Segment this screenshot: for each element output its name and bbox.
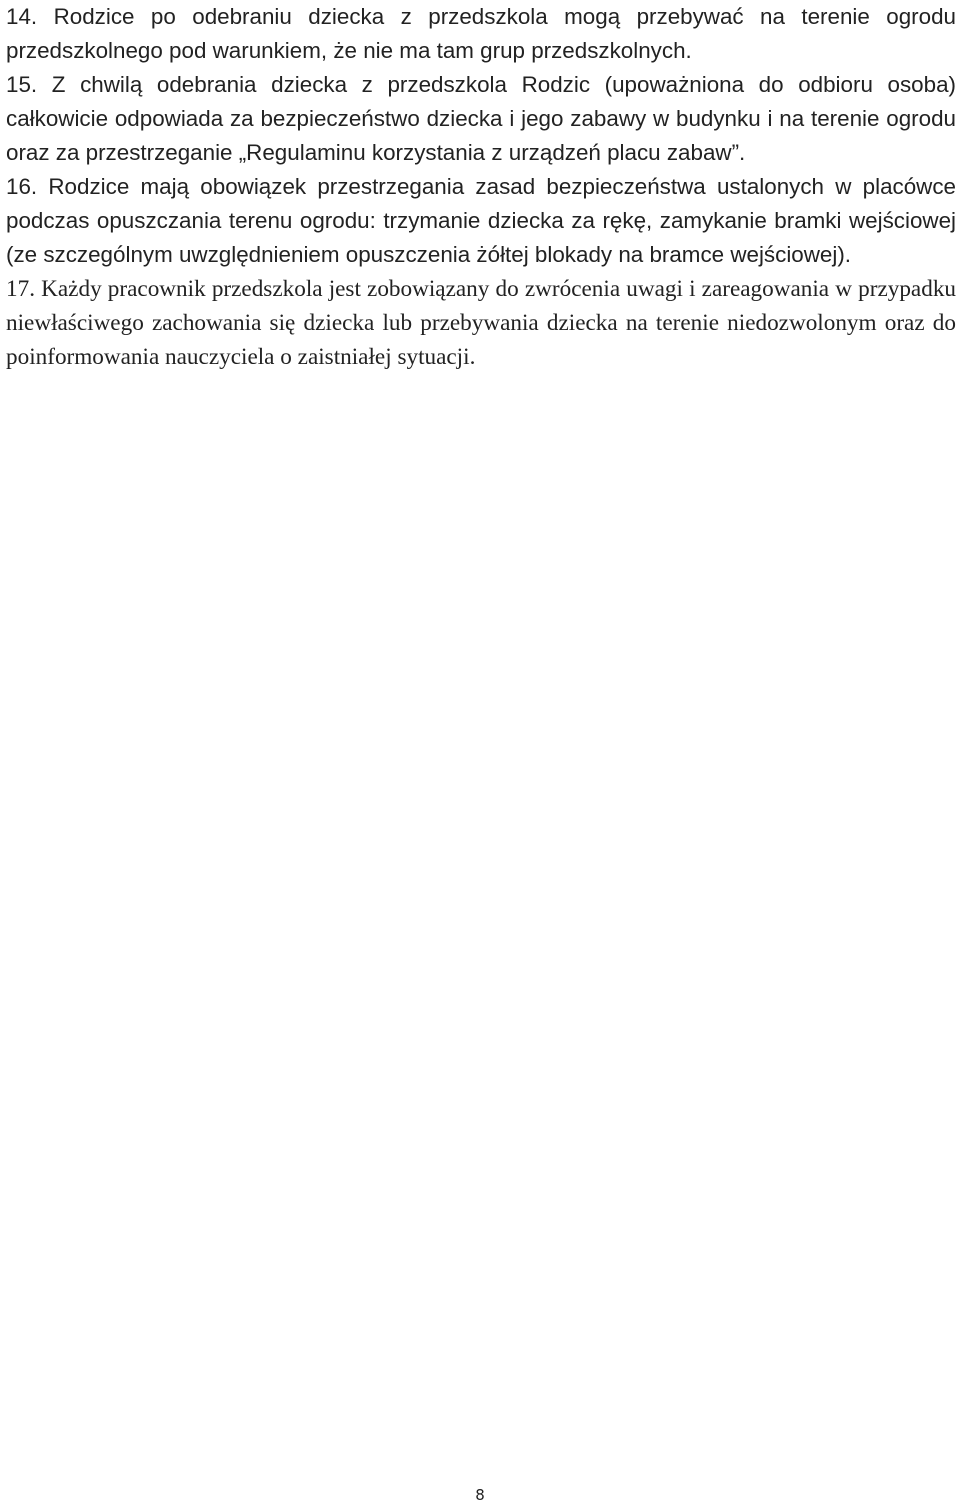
paragraph-number: 14. bbox=[6, 4, 38, 29]
paragraph-text: Każdy pracownik przedszkola jest zobowiązany do zwrócenia uwagi i zareagowania w przypadku niewłaściwego zachowania się dziecka lub przebywania dziecka na terenie niedozwolonym oraz do poinformowania nauczyciela o zaistniałej sytuacji. bbox=[6, 276, 957, 370]
paragraph-text: Z chwilą odebrania dziecka z przedszkola Rodzic (upoważniona do odbioru osoba) całkowicie odpowiada za bezpieczeństwo dziecka i jego zabawy w budynku i na terenie ogrodu oraz za przestrzeganie „Regulaminu korzystania z urządzeń placu zabaw”. bbox=[6, 72, 956, 165]
document-body bbox=[6, 0, 956, 374]
paragraph-16 bbox=[6, 170, 956, 272]
paragraph-number: 15. bbox=[6, 72, 38, 97]
paragraph-14 bbox=[6, 0, 956, 68]
paragraph-15 bbox=[6, 68, 956, 170]
paragraph-text: Rodzice po odebraniu dziecka z przedszkola mogą przebywać na terenie ogrodu przedszkolnego pod warunkiem, że nie ma tam grup przedszkolnych. bbox=[6, 4, 956, 63]
paragraph-text: Rodzice mają obowiązek przestrzegania zasad bezpieczeństwa ustalonych w placówce podczas opuszczania terenu ogrodu: trzymanie dziecka za rękę, zamykanie bramki wejściowej (ze szczególnym uwzględnieniem opuszczenia żółtej blokady na bramce wejściowej). bbox=[6, 174, 956, 267]
paragraph-17 bbox=[6, 272, 956, 374]
page-number: 8 bbox=[475, 1486, 485, 1504]
paragraph-number: 17. bbox=[6, 276, 35, 302]
paragraph-number: 16. bbox=[6, 174, 38, 199]
